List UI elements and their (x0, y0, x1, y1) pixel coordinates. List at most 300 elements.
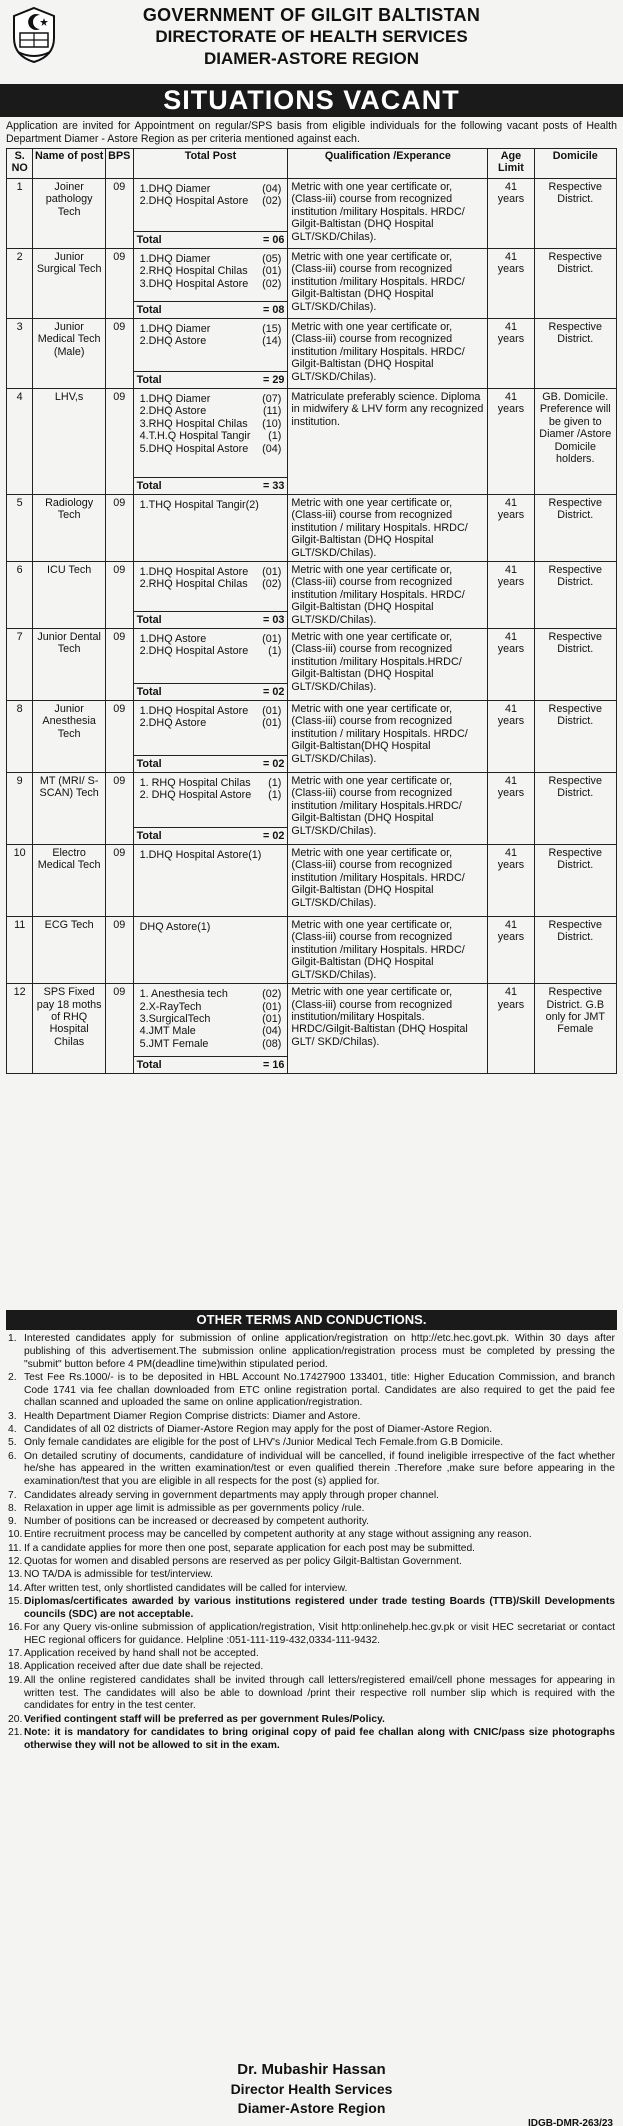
post-count: (1) (268, 645, 282, 658)
cell-total-post (133, 701, 288, 773)
post-count: (04) (262, 1025, 282, 1038)
table-row (7, 495, 617, 562)
cell-total-post (133, 319, 288, 389)
post-location: 3.DHQ Hospital Astore (139, 277, 249, 290)
term-text: NO TA/DA is admissible for test/interview. (24, 1569, 214, 1581)
term-item (8, 1569, 615, 1582)
cell-total-post (133, 562, 288, 629)
term-number: 5. (8, 1437, 17, 1449)
term-text: Number of positions can be increased or decreased by competent authority. (24, 1516, 369, 1528)
post-list (137, 497, 285, 511)
cell-post-name: MT (MRI/ S-SCAN) Tech (33, 773, 106, 845)
cell-sno: 10 (7, 845, 33, 917)
post-list (137, 631, 285, 658)
post-count: (1) (268, 777, 282, 790)
cell-qualification: Metric with one year certificate or,(Class-iii) course from recognized institution /military Hospitals.HRDC/ Gilgit-Baltistan (DHQ Hospital GLT/SKD/Chilas). (288, 773, 488, 845)
post-item (140, 705, 282, 717)
term-text: For any Query vis-online submission of application/registration, Visit http:onlinehelp.hec.gv.pk or visit HEC secretariat or contact HEC regional officers for guidance. Helpline :051-111-119-432,0334-111-9432. (24, 1622, 615, 1646)
term-item (8, 1648, 615, 1661)
table-row (7, 845, 617, 917)
post-count: (01) (262, 1012, 282, 1025)
post-item (140, 717, 282, 729)
total-label: Total (136, 613, 162, 626)
post-item (140, 921, 282, 933)
post-location: 2.DHQ Astore (139, 717, 207, 730)
total-label: Total (136, 1058, 162, 1071)
post-count: (15) (262, 323, 282, 335)
post-count: (07) (262, 393, 282, 405)
term-item (8, 1556, 615, 1569)
term-item (8, 1596, 615, 1622)
post-item (140, 849, 282, 861)
post-list (137, 919, 285, 933)
cell-bps: 09 (105, 495, 133, 562)
post-location: 1.DHQ Astore (139, 633, 207, 646)
cell-bps: 09 (105, 845, 133, 917)
term-number: 14. (8, 1582, 23, 1594)
post-item (140, 393, 282, 405)
situations-vacant-banner: SITUATIONS VACANT (0, 84, 623, 117)
cell-qualification: Metric with one year certificate or,(Class-iii) course from recognized institution /military Hospitals. HRDC/ Gilgit-Baltistan (DHQ Hospital GLT/SKD/Chilas). (288, 249, 488, 319)
post-location: 3.RHQ Hospital Chilas (139, 417, 248, 430)
cell-age-limit: 41 years (488, 389, 534, 495)
term-text: Candidates already serving in government departments may apply through proper channel. (24, 1489, 439, 1501)
term-number: 6. (8, 1450, 17, 1462)
term-text: If a candidate applies for more then one post, separate application for each post may be submitted. (24, 1542, 476, 1554)
post-item (140, 633, 282, 645)
post-list (137, 703, 285, 730)
post-list (137, 775, 285, 802)
post-location: 1.THQ Hospital Tangir(2) (139, 499, 259, 511)
term-text: On detailed scrutiny of documents, candidature of individual will be cancelled, if found ineligible irrespective of the fact whether he/she has appeared in the written examination/test or even qualified therein .Therefore ,make sure before appearing in the examination/test that you are eligible in all respects for the post (s) applied for. (24, 1450, 615, 1488)
cell-total-post (133, 389, 288, 495)
post-location: 1.DHQ Hospital Astore (139, 705, 249, 718)
cell-total-post (133, 917, 288, 984)
table-row (7, 319, 617, 389)
post-item (140, 418, 282, 430)
cell-bps: 09 (105, 629, 133, 701)
post-location: 1.DHQ Diamer (139, 253, 211, 265)
total-value: = 06 (263, 233, 285, 246)
total-value: = 02 (263, 829, 285, 842)
cell-domicile: Respective District. (534, 179, 616, 249)
term-number: 13. (8, 1569, 23, 1581)
term-item (8, 1333, 615, 1371)
post-count: (10) (262, 417, 282, 430)
post-location: 5.DHQ Hospital Astore (139, 442, 249, 455)
post-item (140, 645, 282, 657)
post-list (137, 181, 285, 208)
term-text: Application received by hand shall not be accepted. (24, 1648, 259, 1660)
cell-sno: 7 (7, 629, 33, 701)
post-location: 2.X-RayTech (139, 1000, 202, 1013)
post-location: 5.JMT Female (139, 1037, 209, 1050)
total-value: = 03 (263, 613, 285, 626)
cell-age-limit: 41 years (488, 984, 534, 1074)
cell-qualification: Metric with one year certificate or,(Class-iii) course from recognized institution /military Hospitals. HRDC/ Gilgit-Baltistan (DHQ Hospital GLT/SKD/Chilas). (288, 179, 488, 249)
table-row (7, 389, 617, 495)
cell-total-post (133, 845, 288, 917)
post-item (140, 1025, 282, 1037)
post-item (140, 1013, 282, 1025)
term-item (8, 1424, 615, 1437)
post-count: (01) (262, 717, 282, 730)
cell-sno: 8 (7, 701, 33, 773)
cell-bps: 09 (105, 179, 133, 249)
total-label: Total (136, 479, 162, 492)
post-total (134, 1056, 288, 1073)
term-text: After written test, only shortlisted candidates will be called for interview. (24, 1582, 348, 1594)
post-count: (02) (262, 277, 282, 290)
cell-age-limit: 41 years (488, 773, 534, 845)
term-item (8, 1543, 615, 1556)
term-item (8, 1411, 615, 1424)
cell-age-limit: 41 years (488, 179, 534, 249)
cell-qualification: Metric with one year certificate or,(Class-iii) course from recognized institution /military Hospitals. HRDC/ Gilgit-Baltistan (DHQ Hospital GLT/SKD/Chilas). (288, 562, 488, 629)
total-label: Total (136, 373, 162, 386)
post-count: (08) (262, 1037, 282, 1050)
term-item (8, 1675, 615, 1713)
cell-qualification: Matriculate preferably science. Diploma in midwifery & LHV form any recognized institution. (288, 389, 488, 495)
post-item (140, 195, 282, 207)
term-text: Application received after due date shall be rejected. (24, 1661, 264, 1673)
cell-qualification: Metric with one year certificate or,(Class-iii) course from recognized institution /military Hospitals. HRDC/ Gilgit-Baltistan (DHQ Hospital GLT/SKD/Chilas). (288, 319, 488, 389)
term-item (8, 1622, 615, 1648)
total-value: = 33 (263, 479, 285, 492)
cell-post-name: SPS Fixed pay 18 moths of RHQ Hospital Chilas (33, 984, 106, 1074)
cell-total-post (133, 249, 288, 319)
post-location: 2.RHQ Hospital Chilas (139, 265, 248, 278)
post-count: (01) (262, 265, 282, 278)
cell-sno: 2 (7, 249, 33, 319)
cell-total-post (133, 984, 288, 1074)
total-value: = 02 (263, 757, 285, 770)
total-value: = 16 (263, 1058, 285, 1071)
total-value: = 02 (263, 685, 285, 698)
term-number: 19. (8, 1674, 23, 1686)
post-item (140, 405, 282, 417)
total-label: Total (136, 757, 162, 770)
cell-domicile: Respective District. (534, 917, 616, 984)
term-text: Candidates of all 02 districts of Diamer-Astore Region may apply for the post of Diamer-Astore Region. (24, 1424, 493, 1436)
post-location: 2.DHQ Astore (139, 405, 207, 418)
post-item (140, 988, 282, 1000)
term-item (8, 1727, 615, 1753)
post-count: (05) (262, 253, 282, 265)
post-item (140, 430, 282, 442)
post-count: (02) (262, 195, 282, 208)
post-location: 2.DHQ Astore (139, 335, 207, 348)
post-item (140, 183, 282, 195)
table-row (7, 701, 617, 773)
cell-sno: 9 (7, 773, 33, 845)
cell-sno: 4 (7, 389, 33, 495)
cell-qualification: Metric with one year certificate or,(Class-iii) course from recognized institution /military Hospitals. HRDC/ Gilgit-Baltistan (DHQ Hospital GLT/SKD/Chilas). (288, 845, 488, 917)
table-row (7, 562, 617, 629)
term-number: 2. (8, 1371, 17, 1383)
cell-domicile: Respective District. (534, 249, 616, 319)
post-item (140, 777, 282, 789)
header-domicile: Domicile (534, 149, 616, 179)
total-label: Total (136, 233, 162, 246)
cell-qualification: Metric with one year certificate or,(Class-iii) course from recognized institution / military Hospitals. HRDC/ Gilgit-Baltistan (DHQ Hospital GLT/SKD/Chilas). (288, 495, 488, 562)
vacancies-table (6, 148, 617, 1074)
term-text: All the online registered candidates shall be invited through call letters/registered email/cell phone messages for appearing in written test. The candidates will also be able to download /print their respective roll number slip which is required with the candidates for entry in the test center. (24, 1674, 615, 1712)
post-list (137, 847, 285, 861)
cell-sno: 6 (7, 562, 33, 629)
header-bps: BPS (105, 149, 133, 179)
term-item (8, 1661, 615, 1674)
intro-paragraph: Application are invited for Appointment on regular/SPS basis from eligible individuals for the following vacant posts of Health Department Diamer - Astore Region as per criteria mentioned against each. (6, 120, 617, 145)
cell-post-name: Radiology Tech (33, 495, 106, 562)
cell-bps: 09 (105, 917, 133, 984)
term-text: Verified contingent staff will be preferred as per government Rules/Policy. (24, 1713, 385, 1725)
post-count: (11) (262, 405, 282, 418)
post-count: (01) (262, 566, 282, 579)
table-row (7, 249, 617, 319)
cell-domicile: Respective District. (534, 562, 616, 629)
post-location: 2.DHQ Hospital Astore (139, 645, 249, 658)
post-item (140, 789, 282, 801)
post-count: (01) (262, 633, 282, 646)
cell-post-name: Electro Medical Tech (33, 845, 106, 917)
post-total (134, 477, 288, 494)
cell-sno: 1 (7, 179, 33, 249)
cell-qualification: Metric with one year certificate or,(Class-iii) course from recognized institution/military Hospitals. HRDC/Gilgit-Baltistan (DHQ Hospital GLT/ SKD/Chilas). (288, 984, 488, 1074)
post-item (140, 335, 282, 347)
total-label: Total (136, 829, 162, 842)
table-header-row (7, 149, 617, 179)
total-value: = 08 (263, 303, 285, 316)
post-item (140, 278, 282, 290)
cell-qualification: Metric with one year certificate or,(Class-iii) course from recognized institution /military Hospitals. HRDC/ Gilgit-Baltistan (DHQ Hospital GLT/SKD/Chilas). (288, 917, 488, 984)
post-list (137, 321, 285, 348)
cell-domicile: Respective District. (534, 701, 616, 773)
reference-number: IDGB-DMR-263/23 (527, 2118, 613, 2126)
post-total (134, 231, 288, 248)
post-list (137, 986, 285, 1050)
header-age: Age Limit (488, 149, 534, 179)
post-list (137, 251, 285, 290)
government-title: GOVERNMENT OF GILGIT BALTISTAN (142, 5, 481, 25)
post-count: (01) (262, 1000, 282, 1013)
cell-qualification: Metric with one year certificate or,(Class-iii) course from recognized institution /military Hospitals.HRDC/ Gilgit-Baltistan (DHQ Hospital GLT/SKD/Chilas). (288, 629, 488, 701)
post-list (137, 391, 285, 455)
header-qualification: Qualification /Experance (288, 149, 488, 179)
term-text: Health Department Diamer Region Comprise districts: Diamer and Astore. (24, 1410, 361, 1422)
post-total (134, 611, 288, 628)
post-list (137, 564, 285, 591)
cell-post-name: Junior Surgical Tech (33, 249, 106, 319)
cell-post-name: ICU Tech (33, 562, 106, 629)
post-location: 1.DHQ Diamer (139, 183, 211, 195)
cell-bps: 09 (105, 389, 133, 495)
cell-qualification: Metric with one year certificate or,(Class-iii) course from recognized institution / military Hospitals. HRDC/ Gilgit-Baltistan(DHQ Hospital GLT/SKD/Chilas). (288, 701, 488, 773)
post-location: 1. Anesthesia tech (139, 988, 228, 1001)
post-location: DHQ Astore(1) (139, 921, 211, 934)
term-number: 1. (8, 1333, 17, 1344)
post-location: 1. RHQ Hospital Chilas (139, 777, 251, 790)
post-count: (1) (268, 789, 282, 802)
cell-sno: 12 (7, 984, 33, 1074)
post-location: 2.DHQ Hospital Astore (139, 195, 249, 208)
cell-bps: 09 (105, 249, 133, 319)
cell-domicile: GB. Domicile. Preference will be given to Diamer /Astore Domicile holders. (534, 389, 616, 495)
term-text: Quotas for women and disabled persons are reserved as per policy Gilgit-Baltistan Government. (24, 1556, 462, 1568)
total-value: = 29 (263, 373, 285, 386)
term-item (8, 1516, 615, 1529)
signatory-region: Diamer-Astore Region (237, 2100, 386, 2116)
cell-domicile: Respective District. (534, 629, 616, 701)
cell-age-limit: 41 years (488, 845, 534, 917)
header (6, 4, 617, 86)
post-item (140, 265, 282, 277)
term-text: Test Fee Rs.1000/- is to be deposited in HBL Account No.17427900 133401, title: Higher Education Commission, and branch Code 1741 via fee challan downloaded from ETC online registration portal. Candidates are also required to get the paid fee challan scanned and uploaded the same on online application/registration. (24, 1371, 615, 1409)
cell-age-limit: 41 years (488, 917, 534, 984)
cell-post-name: Joiner pathology Tech (33, 179, 106, 249)
cell-domicile: Respective District. (534, 495, 616, 562)
term-text: Only female candidates are eligible for the post of LHV's /Junior Medical Tech Female.from G.B Domicile. (24, 1437, 504, 1449)
post-total (134, 827, 288, 844)
cell-sno: 5 (7, 495, 33, 562)
post-location: 4.JMT Male (139, 1025, 196, 1038)
term-number: 16. (8, 1622, 23, 1634)
post-location: 2. DHQ Hospital Astore (139, 789, 252, 802)
term-number: 12. (8, 1556, 23, 1568)
signature-block (6, 2060, 617, 2126)
post-item (140, 499, 282, 511)
post-location: 1.DHQ Hospital Astore(1) (139, 849, 262, 862)
term-item (8, 1451, 615, 1489)
directorate-title: DIRECTORATE OF HEALTH SERVICES (155, 27, 468, 46)
terms-list (8, 1333, 615, 1753)
post-location: 2.RHQ Hospital Chilas (139, 578, 248, 591)
cell-bps: 09 (105, 701, 133, 773)
cell-age-limit: 41 years (488, 495, 534, 562)
signatory-name: Dr. Mubashir Hassan (237, 2061, 386, 2078)
post-location: 1.DHQ Diamer (139, 393, 211, 405)
term-number: 9. (8, 1516, 17, 1528)
table-row (7, 179, 617, 249)
term-text: Diplomas/certificates awarded by various institutions registered under trade testing Boards (TTB)/Skill Developments councils (SDC) are not acceptable. (24, 1595, 615, 1620)
cell-sno: 11 (7, 917, 33, 984)
post-item (140, 566, 282, 578)
post-total (134, 683, 288, 700)
term-number: 4. (8, 1424, 17, 1436)
cell-bps: 09 (105, 773, 133, 845)
post-item (140, 1001, 282, 1013)
table-row (7, 629, 617, 701)
post-count: (01) (262, 705, 282, 718)
cell-total-post (133, 773, 288, 845)
post-count: (02) (262, 578, 282, 591)
post-item (140, 323, 282, 335)
table-row (7, 773, 617, 845)
cell-post-name: Junior Dental Tech (33, 629, 106, 701)
term-number: 20. (8, 1713, 23, 1725)
post-total (134, 755, 288, 772)
post-count: (04) (262, 442, 282, 455)
cell-bps: 09 (105, 562, 133, 629)
cell-domicile: Respective District. G.B only for JMT Female (534, 984, 616, 1074)
table-row (7, 984, 617, 1074)
term-number: 21. (8, 1726, 23, 1738)
total-label: Total (136, 685, 162, 698)
cell-age-limit: 41 years (488, 562, 534, 629)
cell-age-limit: 41 years (488, 701, 534, 773)
gilgit-baltistan-emblem-icon (10, 6, 58, 64)
cell-post-name: LHV,s (33, 389, 106, 495)
post-item (140, 1038, 282, 1050)
term-text: Relaxation in upper age limit is admissible as per governments policy /rule. (24, 1502, 365, 1514)
term-text: Interested candidates apply for submission of online application/registration on http://etc.hec.govt.pk. Within 30 days after publishing of this advertisement.The submission online application/registration process must be completed by pressing the "submit" button before 4 PM(deadline time)within stipulated period. (24, 1333, 615, 1370)
post-item (140, 253, 282, 265)
term-number: 15. (8, 1595, 23, 1607)
terms-title: OTHER TERMS AND CONDUCTIONS. (6, 1310, 617, 1330)
post-count: (1) (268, 430, 282, 443)
cell-age-limit: 41 years (488, 249, 534, 319)
cell-age-limit: 41 years (488, 319, 534, 389)
post-location: 1.DHQ Diamer (139, 323, 211, 335)
cell-post-name: ECG Tech (33, 917, 106, 984)
term-text: Note: it is mandatory for candidates to bring original copy of paid fee challan along with CNIC/pass size photographs otherwise they will not be allowed to sit in the exam. (24, 1726, 615, 1751)
post-count: (02) (262, 988, 282, 1001)
header-sno: S. NO (7, 149, 33, 179)
post-count: (04) (262, 183, 282, 195)
cell-total-post (133, 179, 288, 249)
region-title: DIAMER-ASTORE REGION (203, 49, 420, 68)
term-item (8, 1437, 615, 1450)
cell-domicile: Respective District. (534, 319, 616, 389)
term-text: Entire recruitment process may be cancelled by competent authority at any stage without assigning any reason. (24, 1529, 532, 1541)
term-item (8, 1490, 615, 1503)
term-item (8, 1372, 615, 1410)
post-total (134, 301, 288, 318)
header-name: Name of post (33, 149, 106, 179)
post-count: (14) (262, 335, 282, 348)
term-item (8, 1583, 615, 1596)
post-total (134, 371, 288, 388)
header-total-post: Total Post (133, 149, 288, 179)
term-number: 11. (8, 1542, 22, 1554)
cell-sno: 3 (7, 319, 33, 389)
term-item (8, 1529, 615, 1542)
term-number: 18. (8, 1661, 23, 1673)
cell-post-name: Junior Medical Tech (Male) (33, 319, 106, 389)
post-item (140, 443, 282, 455)
cell-domicile: Respective District. (534, 773, 616, 845)
post-item (140, 578, 282, 590)
cell-post-name: Junior Anesthesia Tech (33, 701, 106, 773)
table-row (7, 917, 617, 984)
cell-total-post (133, 629, 288, 701)
term-item (8, 1503, 615, 1516)
term-number: 7. (8, 1489, 17, 1501)
post-location: 1.DHQ Hospital Astore (139, 566, 249, 579)
total-label: Total (136, 303, 162, 316)
post-location: 3.SurgicalTech (139, 1012, 211, 1025)
cell-total-post (133, 495, 288, 562)
signatory-designation: Director Health Services (230, 2081, 393, 2097)
cell-domicile: Respective District. (534, 845, 616, 917)
cell-age-limit: 41 years (488, 629, 534, 701)
term-number: 10. (8, 1529, 23, 1541)
term-number: 8. (8, 1502, 17, 1514)
term-number: 17. (8, 1648, 23, 1660)
cell-bps: 09 (105, 984, 133, 1074)
cell-bps: 09 (105, 319, 133, 389)
term-item (8, 1714, 615, 1727)
